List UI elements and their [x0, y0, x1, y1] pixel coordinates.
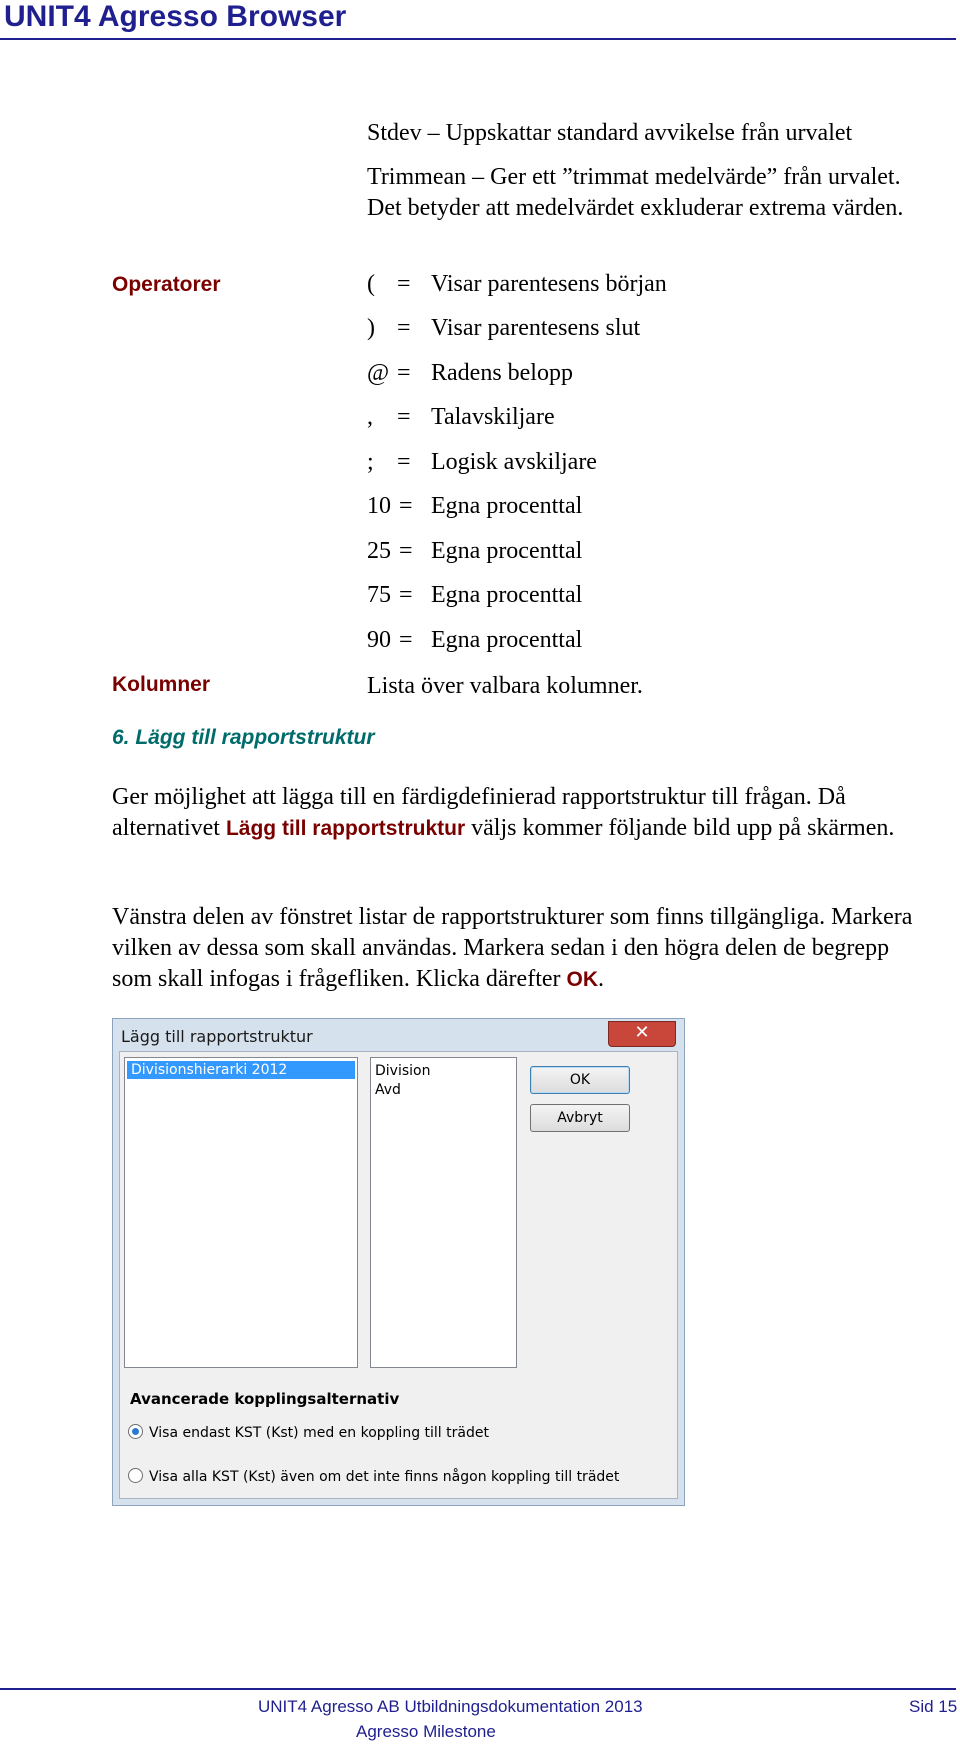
operator-desc: Egna procenttal	[431, 582, 583, 608]
operator-desc: Talavskiljare	[431, 404, 555, 430]
list-item[interactable]: Division	[375, 1063, 431, 1079]
footer-doc-title: UNIT4 Agresso AB Utbildningsdokumentation 2013	[258, 1697, 643, 1716]
operator-eq: =	[397, 271, 411, 297]
radio-option-linked-only[interactable]	[128, 1424, 489, 1441]
operator-eq: =	[399, 582, 413, 608]
operator-eq: =	[399, 538, 413, 564]
structure-list[interactable]	[124, 1057, 358, 1368]
operator-symbol: 25	[367, 538, 391, 564]
paragraph-text: Ger möjlighet att lägga till en färdigdefinierad rapportstruktur till frågan. Då alternativet	[112, 784, 846, 841]
list-item[interactable]: Divisionshierarki 2012	[127, 1061, 355, 1079]
operator-symbol: @	[367, 360, 390, 386]
header-divider	[0, 38, 956, 40]
radio-label: Visa endast KST (Kst) med en koppling till trädet	[149, 1425, 489, 1441]
advanced-options-title: Avancerade kopplingsalternativ	[130, 1390, 400, 1408]
ok-reference: OK	[566, 968, 598, 991]
operator-eq: =	[397, 404, 411, 430]
operator-eq: =	[399, 627, 413, 653]
dialog-title: Lägg till rapportstruktur	[121, 1027, 313, 1046]
menu-reference: Lägg till rapportstruktur	[225, 817, 466, 840]
concept-list[interactable]	[370, 1057, 517, 1368]
section-title: 6. Lägg till rapportstruktur	[112, 726, 375, 749]
operator-row	[367, 582, 582, 612]
operator-symbol: (	[367, 271, 375, 297]
paragraph-text: .	[598, 966, 604, 992]
radio-selected-icon[interactable]	[128, 1424, 143, 1439]
close-icon[interactable]: ✕	[608, 1021, 676, 1047]
function-trimmean: Trimmean – Ger ett ”trimmat medelvärde” från urvalet. Det betyder att medelvärdet exkluderar extrema värden.	[367, 164, 904, 221]
ok-button[interactable]: OK	[530, 1066, 630, 1094]
operator-row	[367, 360, 573, 390]
operator-eq: =	[399, 493, 413, 519]
operator-desc: Egna procenttal	[431, 493, 583, 519]
operator-desc: Visar parentesens slut	[431, 315, 641, 341]
operator-symbol: 90	[367, 627, 391, 653]
cancel-button[interactable]: Avbryt	[530, 1104, 630, 1132]
dialog-body	[119, 1051, 678, 1499]
operator-eq: =	[397, 449, 411, 475]
add-report-structure-dialog	[112, 1018, 685, 1506]
operator-symbol: ,	[367, 404, 373, 430]
footer-product: Agresso Milestone	[356, 1722, 496, 1741]
radio-unselected-icon[interactable]	[128, 1468, 143, 1483]
operators-label: Operatorer	[112, 273, 221, 296]
operator-eq: =	[397, 315, 411, 341]
operator-symbol: )	[367, 315, 375, 341]
radio-label: Visa alla KST (Kst) även om det inte finns någon koppling till trädet	[149, 1469, 620, 1485]
operator-eq: =	[397, 360, 411, 386]
operator-row	[367, 271, 667, 301]
page-number: Sid 15	[909, 1697, 958, 1716]
operator-desc: Visar parentesens början	[431, 271, 667, 297]
operator-symbol: 75	[367, 582, 391, 608]
operator-symbol: 10	[367, 493, 391, 519]
paragraph-text: väljs kommer följande bild upp på skärmen.	[465, 815, 895, 841]
operator-desc: Radens belopp	[431, 360, 573, 386]
operator-row	[367, 538, 582, 568]
operator-row	[367, 627, 582, 657]
operator-desc: Egna procenttal	[431, 538, 583, 564]
function-stdev: Stdev – Uppskattar standard avvikelse från urvalet	[367, 120, 853, 146]
operator-desc: Egna procenttal	[431, 627, 583, 653]
operator-row	[367, 493, 582, 523]
paragraph-text: Vänstra delen av fönstret listar de rapportstrukturer som finns tillgängliga. Markera vilken av dessa som skall användas. Markera sedan i den högra delen de begrepp som skall infogas i frågefliken. Klicka därefter	[112, 904, 913, 992]
columns-label: Kolumner	[112, 673, 211, 696]
operator-desc: Logisk avskiljare	[431, 449, 597, 475]
operator-row	[367, 449, 597, 479]
list-item[interactable]: Avd	[375, 1082, 401, 1098]
columns-desc: Lista över valbara kolumner.	[367, 673, 643, 699]
operator-row	[367, 315, 640, 345]
page-header-title: UNIT4 Agresso Browser	[4, 0, 347, 33]
paragraph-intro	[112, 782, 932, 844]
paragraph-instructions	[112, 902, 932, 995]
operator-row	[367, 404, 555, 434]
radio-option-show-all[interactable]	[128, 1468, 619, 1485]
footer-divider	[0, 1688, 956, 1690]
operator-symbol: ;	[367, 449, 374, 475]
